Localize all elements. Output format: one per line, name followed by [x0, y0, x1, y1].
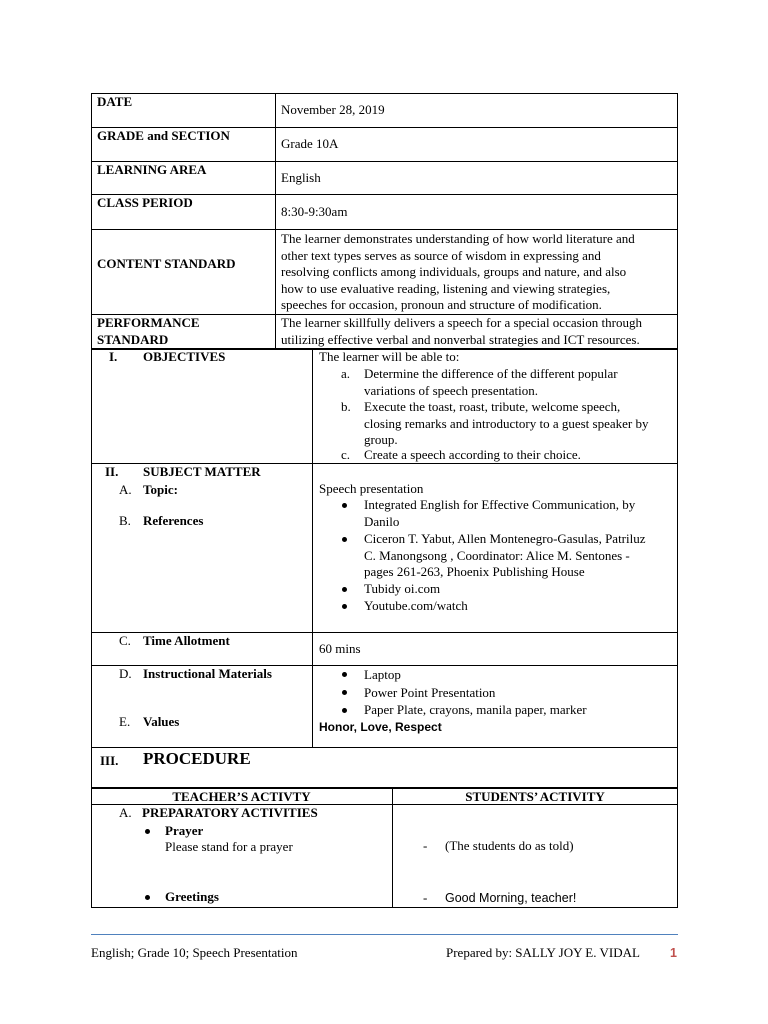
text-line: Determine the difference of the different popular [364, 366, 618, 381]
text-line: The learner demonstrates understanding of how world literature and [281, 231, 635, 246]
text-line: other text types serves as source of wisdom in expressing and [281, 247, 601, 263]
reference-item [364, 531, 646, 581]
preparatory-activities-label: PREPARATORY ACTIVITIES [142, 805, 318, 820]
date-label: DATE [97, 94, 133, 109]
text-line: Create a speech according to their choice. [364, 447, 581, 462]
page-number: 1 [670, 946, 677, 960]
bullet-icon [342, 708, 347, 713]
performance-standard-text [281, 315, 642, 348]
prayer-label: Prayer [165, 823, 204, 838]
objective-marker: c. [341, 447, 351, 462]
text-line: Integrated English for Effective Communication, by [364, 497, 636, 512]
label-line: STANDARD [97, 331, 169, 347]
class-period-value: 8:30-9:30am [281, 204, 348, 219]
footer-rule [91, 934, 678, 935]
teacher-activity-header: TEACHER’S ACTIVTY [172, 789, 311, 804]
dash: - [423, 890, 428, 905]
bullet-icon [145, 829, 150, 834]
values-marker: E. [119, 714, 131, 729]
material-item: Laptop [364, 667, 401, 682]
time-allotment-label: Time Allotment [143, 633, 230, 648]
materials-marker: D. [119, 666, 132, 681]
learning-area-label: LEARNING AREA [97, 162, 207, 177]
objectives-heading: OBJECTIVES [143, 349, 226, 364]
topic-label: Topic: [143, 482, 178, 497]
subject-matter-heading: SUBJECT MATTER [143, 464, 261, 479]
prayer-text: Please stand for a prayer [165, 839, 293, 854]
header-table-divider [275, 93, 276, 349]
bullet-icon [342, 604, 347, 609]
row-divider [91, 229, 678, 230]
text-line: Ciceron T. Yabut, Allen Montenegro-Gasulas, Patriluz [364, 531, 646, 546]
text-line: group. [364, 432, 398, 447]
bullet-icon [342, 672, 347, 677]
students-activity-header: STUDENTS’ ACTIVITY [465, 789, 605, 804]
text-line: closing remarks and introductory to a guest speaker by [364, 415, 649, 431]
text-line: resolving conflicts among individuals, groups and nature, and also [281, 264, 627, 279]
text-line: pages 261-263, Phoenix Publishing House [364, 564, 585, 579]
content-standard-text [281, 231, 635, 314]
learning-area-value: English [281, 170, 321, 185]
topic-marker: A. [119, 482, 132, 497]
footer-prepared-by: Prepared by: SALLY JOY E. VIDAL [446, 945, 640, 960]
performance-standard-label [97, 315, 200, 348]
reference-item [364, 497, 635, 530]
reference-item [364, 581, 440, 598]
values-label: Values [143, 714, 180, 729]
objective-marker: a. [341, 366, 351, 381]
objective-item [364, 366, 618, 399]
bullet-icon [342, 503, 347, 508]
material-item: Power Point Presentation [364, 685, 496, 700]
objectives-numeral: I. [109, 349, 118, 364]
dash: - [423, 838, 428, 853]
greetings-label: Greetings [165, 889, 219, 904]
grade-label: GRADE and SECTION [97, 128, 230, 143]
label-line: PERFORMANCE [97, 315, 200, 330]
text-line: The learner skillfully delivers a speech for a special occasion through [281, 315, 642, 330]
greetings-response: Good Morning, teacher! [445, 891, 577, 905]
text-line: speeches for occasion, pronoun and structure of modification. [281, 297, 602, 312]
text-line: Youtube.com/watch [364, 598, 468, 613]
text-line: Tubidy oi.com [364, 581, 441, 596]
content-standard-label: CONTENT STANDARD [97, 256, 236, 271]
procedure-heading: PROCEDURE [143, 749, 251, 768]
materials-label: Instructional Materials [143, 666, 272, 681]
procedure-numeral: III. [100, 753, 119, 768]
text-line: Danilo [364, 513, 400, 529]
text-line: utilizing effective verbal and nonverbal strategies and ICT resources. [281, 331, 640, 347]
bullet-icon [342, 690, 347, 695]
text-line: variations of speech presentation. [364, 382, 538, 398]
lesson-table-divider [312, 349, 313, 748]
activity-column-divider [392, 788, 393, 908]
reference-item [364, 598, 468, 615]
material-item: Paper Plate, crayons, manila paper, marker [364, 702, 587, 717]
text-line: C. Manongsong , Coordinator: Alice M. Sentones - [364, 547, 630, 563]
section-marker: A. [119, 805, 132, 820]
values-value: Honor, Love, Respect [319, 720, 442, 734]
time-allotment-value: 60 mins [319, 641, 361, 656]
objectives-intro: The learner will be able to: [319, 349, 460, 364]
objective-marker: b. [341, 399, 351, 414]
objective-item [364, 399, 648, 449]
text-line: how to use evaluative reading, listening and viewing strategies, [281, 280, 611, 296]
topic-value: Speech presentation [319, 481, 424, 496]
bullet-icon [145, 895, 150, 900]
grade-value: Grade 10A [281, 136, 339, 151]
references-marker: B. [119, 513, 131, 528]
subject-matter-numeral: II. [105, 464, 119, 479]
date-value: November 28, 2019 [281, 102, 385, 117]
class-period-label: CLASS PERIOD [97, 195, 193, 210]
footer-left: English; Grade 10; Speech Presentation [91, 945, 298, 960]
bullet-icon [342, 587, 347, 592]
references-label: References [143, 513, 204, 528]
bullet-icon [342, 537, 347, 542]
text-line: Execute the toast, roast, tribute, welcome speech, [364, 399, 621, 414]
time-marker: C. [119, 633, 131, 648]
objective-item [364, 447, 581, 464]
prayer-response: (The students do as told) [445, 838, 574, 853]
